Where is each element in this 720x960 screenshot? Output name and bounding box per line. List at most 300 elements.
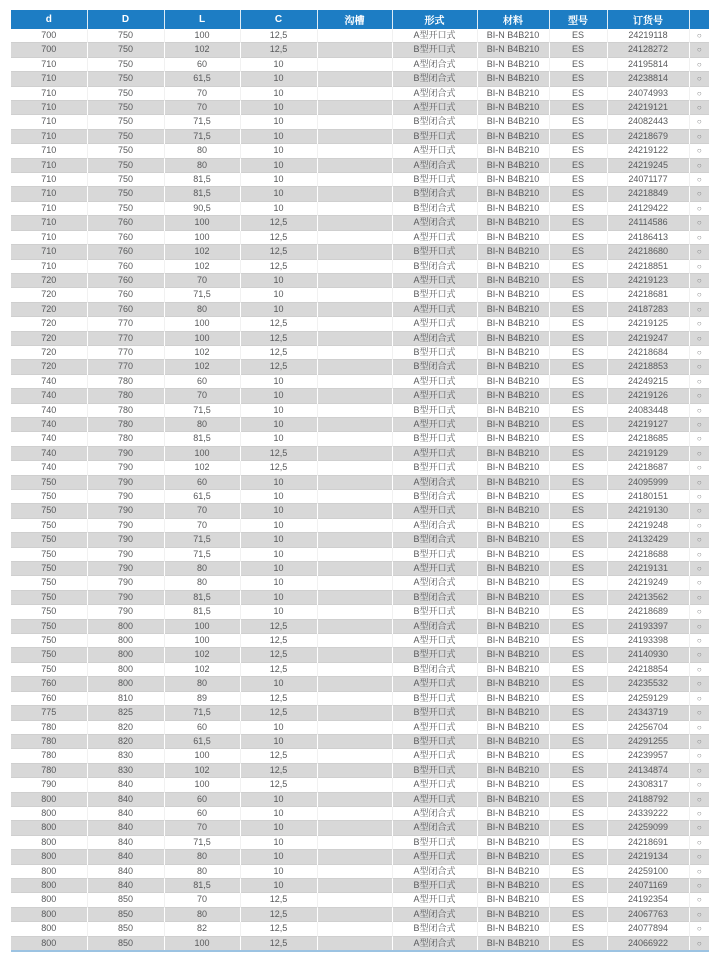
circle-icon: ○ [696,261,702,271]
cell-L: 71,5 [164,533,240,547]
cell-material: BI-N B4B210 [477,216,549,230]
cell-material: BI-N B4B210 [477,562,549,576]
cell-D: 770 [87,331,164,345]
cell-material: BI-N B4B210 [477,446,549,460]
cell-groove [317,648,392,662]
cell-d: 720 [11,317,87,331]
cell-order-no: 24219126 [607,389,689,403]
cell-mark [689,936,709,951]
cell-form: A型开口式 [392,144,477,158]
circle-icon: ○ [696,232,702,242]
circle-icon: ○ [696,693,702,703]
cell-material: BI-N B4B210 [477,706,549,720]
cell-groove [317,331,392,345]
cell-material: BI-N B4B210 [477,590,549,604]
cell-groove [317,345,392,359]
cell-D: 830 [87,763,164,777]
cell-form: A型开口式 [392,417,477,431]
cell-C: 10 [240,374,317,388]
cell-model: ES [549,806,607,820]
cell-L: 70 [164,273,240,287]
cell-D: 850 [87,922,164,936]
cell-D: 800 [87,648,164,662]
cell-d: 740 [11,403,87,417]
circle-icon: ○ [696,88,702,98]
cell-D: 790 [87,490,164,504]
circle-icon: ○ [696,203,702,213]
cell-groove [317,792,392,806]
cell-order-no: 24219249 [607,576,689,590]
cell-form: B型开口式 [392,691,477,705]
cell-D: 780 [87,403,164,417]
table-row [11,864,709,878]
cell-model: ES [549,273,607,287]
cell-order-no: 24259129 [607,691,689,705]
cell-C: 12,5 [240,922,317,936]
cell-L: 71,5 [164,403,240,417]
cell-groove [317,562,392,576]
circle-icon: ○ [696,506,702,516]
cell-d: 720 [11,331,87,345]
table-row [11,216,709,230]
cell-D: 840 [87,864,164,878]
circle-icon: ○ [696,333,702,343]
cell-material: BI-N B4B210 [477,360,549,374]
cell-C: 10 [240,562,317,576]
cell-mark [689,101,709,115]
cell-C: 12,5 [240,360,317,374]
cell-material: BI-N B4B210 [477,230,549,244]
cell-D: 750 [87,29,164,43]
cell-form: A型开口式 [392,302,477,316]
circle-icon: ○ [696,463,702,473]
cell-form: B型闭合式 [392,72,477,86]
circle-icon: ○ [696,650,702,660]
cell-L: 102 [164,648,240,662]
cell-material: BI-N B4B210 [477,490,549,504]
cell-form: A型闭合式 [392,576,477,590]
cell-form: A型开口式 [392,317,477,331]
cell-form: B型开口式 [392,648,477,662]
table-row [11,734,709,748]
cell-groove [317,677,392,691]
cell-form: A型开口式 [392,374,477,388]
cell-model: ES [549,115,607,129]
cell-C: 10 [240,115,317,129]
table-row [11,893,709,907]
circle-icon: ○ [696,131,702,141]
cell-order-no: 24219123 [607,273,689,287]
cell-groove [317,129,392,143]
cell-model: ES [549,648,607,662]
cell-mark [689,533,709,547]
cell-mark [689,518,709,532]
cell-groove [317,173,392,187]
cell-L: 70 [164,101,240,115]
cell-d: 700 [11,43,87,57]
circle-icon: ○ [696,938,702,948]
table-row [11,778,709,792]
cell-model: ES [549,259,607,273]
cell-material: BI-N B4B210 [477,821,549,835]
cell-order-no: 24218685 [607,432,689,446]
cell-order-no: 24218849 [607,187,689,201]
cell-order-no: 24074993 [607,86,689,100]
cell-model: ES [549,907,607,921]
table-row [11,634,709,648]
cell-C: 12,5 [240,662,317,676]
cell-D: 760 [87,259,164,273]
circle-icon: ○ [696,419,702,429]
cell-C: 10 [240,158,317,172]
cell-order-no: 24219127 [607,417,689,431]
cell-D: 800 [87,619,164,633]
circle-icon: ○ [696,103,702,113]
cell-D: 760 [87,230,164,244]
table-row [11,922,709,936]
cell-D: 825 [87,706,164,720]
cell-order-no: 24219248 [607,518,689,532]
cell-mark [689,72,709,86]
cell-groove [317,922,392,936]
cell-model: ES [549,533,607,547]
cell-model: ES [549,317,607,331]
circle-icon: ○ [696,636,702,646]
circle-icon: ○ [696,448,702,458]
cell-D: 850 [87,907,164,921]
table-row [11,749,709,763]
table-row [11,691,709,705]
cell-form: A型开口式 [392,634,477,648]
cell-mark [689,576,709,590]
cell-model: ES [549,792,607,806]
cell-mark [689,129,709,143]
cell-C: 12,5 [240,345,317,359]
cell-model: ES [549,677,607,691]
table-row [11,259,709,273]
cell-order-no: 24219247 [607,331,689,345]
cell-groove [317,533,392,547]
cell-material: BI-N B4B210 [477,518,549,532]
cell-material: BI-N B4B210 [477,893,549,907]
cell-mark [689,749,709,763]
cell-groove [317,547,392,561]
cell-order-no: 24218684 [607,345,689,359]
cell-L: 80 [164,850,240,864]
cell-groove [317,461,392,475]
table-row [11,504,709,518]
cell-mark [689,792,709,806]
cell-L: 71,5 [164,835,240,849]
cell-order-no: 24186413 [607,230,689,244]
cell-L: 81,5 [164,605,240,619]
circle-icon: ○ [696,895,702,905]
cell-d: 710 [11,144,87,158]
cell-order-no: 24219122 [607,144,689,158]
cell-L: 60 [164,475,240,489]
cell-order-no: 24339222 [607,806,689,820]
cell-material: BI-N B4B210 [477,504,549,518]
cell-D: 820 [87,734,164,748]
cell-material: BI-N B4B210 [477,850,549,864]
cell-C: 12,5 [240,691,317,705]
cell-groove [317,389,392,403]
cell-d: 740 [11,374,87,388]
cell-d: 760 [11,691,87,705]
cell-mark [689,302,709,316]
cell-material: BI-N B4B210 [477,605,549,619]
table-row [11,490,709,504]
cell-form: B型闭合式 [392,590,477,604]
cell-form: A型开口式 [392,446,477,460]
cell-C: 10 [240,533,317,547]
cell-D: 750 [87,187,164,201]
cell-mark [689,446,709,460]
cell-D: 790 [87,475,164,489]
cell-D: 780 [87,432,164,446]
circle-icon: ○ [696,247,702,257]
cell-D: 750 [87,158,164,172]
cell-d: 720 [11,360,87,374]
cell-groove [317,605,392,619]
cell-D: 750 [87,43,164,57]
cell-L: 100 [164,446,240,460]
table-row [11,86,709,100]
cell-groove [317,878,392,892]
cell-mark [689,43,709,57]
cell-groove [317,634,392,648]
cell-material: BI-N B4B210 [477,835,549,849]
cell-material: BI-N B4B210 [477,619,549,633]
cell-L: 81,5 [164,187,240,201]
cell-L: 70 [164,86,240,100]
cell-material: BI-N B4B210 [477,43,549,57]
cell-form: A型开口式 [392,778,477,792]
cell-L: 102 [164,245,240,259]
circle-icon: ○ [696,304,702,314]
cell-C: 10 [240,201,317,215]
cell-C: 12,5 [240,259,317,273]
cell-d: 800 [11,821,87,835]
table-row [11,907,709,921]
cell-order-no: 24114586 [607,216,689,230]
cell-mark [689,907,709,921]
cell-groove [317,806,392,820]
cell-mark [689,417,709,431]
cell-L: 60 [164,57,240,71]
cell-form: A型闭合式 [392,806,477,820]
cell-d: 800 [11,922,87,936]
cell-L: 102 [164,461,240,475]
col-header-material: 材料 [477,10,549,29]
cell-material: BI-N B4B210 [477,648,549,662]
table-row [11,518,709,532]
cell-mark [689,389,709,403]
cell-material: BI-N B4B210 [477,173,549,187]
cell-form: A型闭合式 [392,907,477,921]
cell-form: B型开口式 [392,345,477,359]
cell-form: B型开口式 [392,878,477,892]
cell-D: 840 [87,778,164,792]
table-row [11,201,709,215]
cell-D: 760 [87,288,164,302]
cell-C: 10 [240,403,317,417]
cell-mark [689,345,709,359]
cell-L: 100 [164,619,240,633]
cell-mark [689,677,709,691]
cell-L: 80 [164,417,240,431]
table-row [11,547,709,561]
cell-order-no: 24308317 [607,778,689,792]
cell-d: 750 [11,518,87,532]
cell-form: A型开口式 [392,677,477,691]
cell-form: A型开口式 [392,850,477,864]
table-row [11,57,709,71]
cell-model: ES [549,562,607,576]
cell-material: BI-N B4B210 [477,101,549,115]
cell-D: 760 [87,273,164,287]
cell-model: ES [549,720,607,734]
cell-model: ES [549,662,607,676]
cell-order-no: 24129422 [607,201,689,215]
cell-order-no: 24077894 [607,922,689,936]
cell-d: 710 [11,216,87,230]
cell-mark [689,288,709,302]
cell-D: 800 [87,677,164,691]
cell-D: 780 [87,417,164,431]
cell-d: 700 [11,29,87,43]
cell-d: 780 [11,734,87,748]
cell-D: 760 [87,302,164,316]
cell-form: A型闭合式 [392,57,477,71]
cell-C: 10 [240,490,317,504]
col-header-d: d [11,10,87,29]
cell-material: BI-N B4B210 [477,317,549,331]
cell-model: ES [549,331,607,345]
cell-C: 10 [240,101,317,115]
cell-form: A型开口式 [392,893,477,907]
cell-mark [689,158,709,172]
cell-model: ES [549,706,607,720]
cell-model: ES [549,821,607,835]
cell-material: BI-N B4B210 [477,907,549,921]
cell-groove [317,763,392,777]
circle-icon: ○ [696,564,702,574]
cell-order-no: 24193397 [607,619,689,633]
cell-L: 71,5 [164,115,240,129]
cell-order-no: 24219121 [607,101,689,115]
cell-groove [317,57,392,71]
cell-L: 80 [164,302,240,316]
cell-model: ES [549,144,607,158]
cell-L: 80 [164,144,240,158]
cell-d: 710 [11,201,87,215]
cell-L: 80 [164,864,240,878]
cell-C: 12,5 [240,893,317,907]
circle-icon: ○ [696,621,702,631]
cell-D: 770 [87,345,164,359]
cell-mark [689,490,709,504]
cell-form: B型开口式 [392,245,477,259]
cell-D: 750 [87,115,164,129]
col-header-model: 型号 [549,10,607,29]
cell-D: 790 [87,518,164,532]
cell-mark [689,878,709,892]
cell-d: 710 [11,259,87,273]
table-row [11,590,709,604]
cell-d: 710 [11,115,87,129]
cell-d: 750 [11,562,87,576]
cell-order-no: 24095999 [607,475,689,489]
circle-icon: ○ [696,492,702,501]
cell-form: A型开口式 [392,29,477,43]
table-row [11,432,709,446]
table-row [11,792,709,806]
cell-order-no: 24256704 [607,720,689,734]
cell-material: BI-N B4B210 [477,734,549,748]
cell-groove [317,720,392,734]
cell-order-no: 24218688 [607,547,689,561]
cell-L: 70 [164,518,240,532]
cell-groove [317,417,392,431]
cell-form: B型开口式 [392,43,477,57]
cell-C: 12,5 [240,907,317,921]
cell-C: 10 [240,504,317,518]
cell-form: B型开口式 [392,288,477,302]
cell-D: 760 [87,245,164,259]
cell-L: 70 [164,389,240,403]
cell-groove [317,821,392,835]
cell-D: 770 [87,317,164,331]
cell-material: BI-N B4B210 [477,331,549,345]
cell-L: 100 [164,778,240,792]
table-row [11,173,709,187]
cell-model: ES [549,835,607,849]
cell-C: 10 [240,86,317,100]
cell-form: B型闭合式 [392,187,477,201]
cell-groove [317,432,392,446]
cell-material: BI-N B4B210 [477,158,549,172]
table-row [11,533,709,547]
cell-form: B型闭合式 [392,662,477,676]
table-row [11,475,709,489]
cell-material: BI-N B4B210 [477,677,549,691]
cell-form: B型闭合式 [392,201,477,215]
cell-material: BI-N B4B210 [477,302,549,316]
cell-C: 10 [240,576,317,590]
cell-D: 790 [87,605,164,619]
cell-L: 80 [164,576,240,590]
cell-model: ES [549,230,607,244]
cell-order-no: 24218680 [607,245,689,259]
table-row [11,835,709,849]
cell-mark [689,547,709,561]
cell-L: 71,5 [164,706,240,720]
cell-material: BI-N B4B210 [477,864,549,878]
cell-C: 10 [240,590,317,604]
cell-C: 12,5 [240,706,317,720]
cell-model: ES [549,345,607,359]
cell-mark [689,201,709,215]
cell-mark [689,763,709,777]
cell-d: 790 [11,778,87,792]
circle-icon: ○ [696,45,702,55]
cell-d: 750 [11,590,87,604]
cell-d: 750 [11,576,87,590]
cell-d: 780 [11,720,87,734]
cell-groove [317,201,392,215]
cell-L: 70 [164,504,240,518]
